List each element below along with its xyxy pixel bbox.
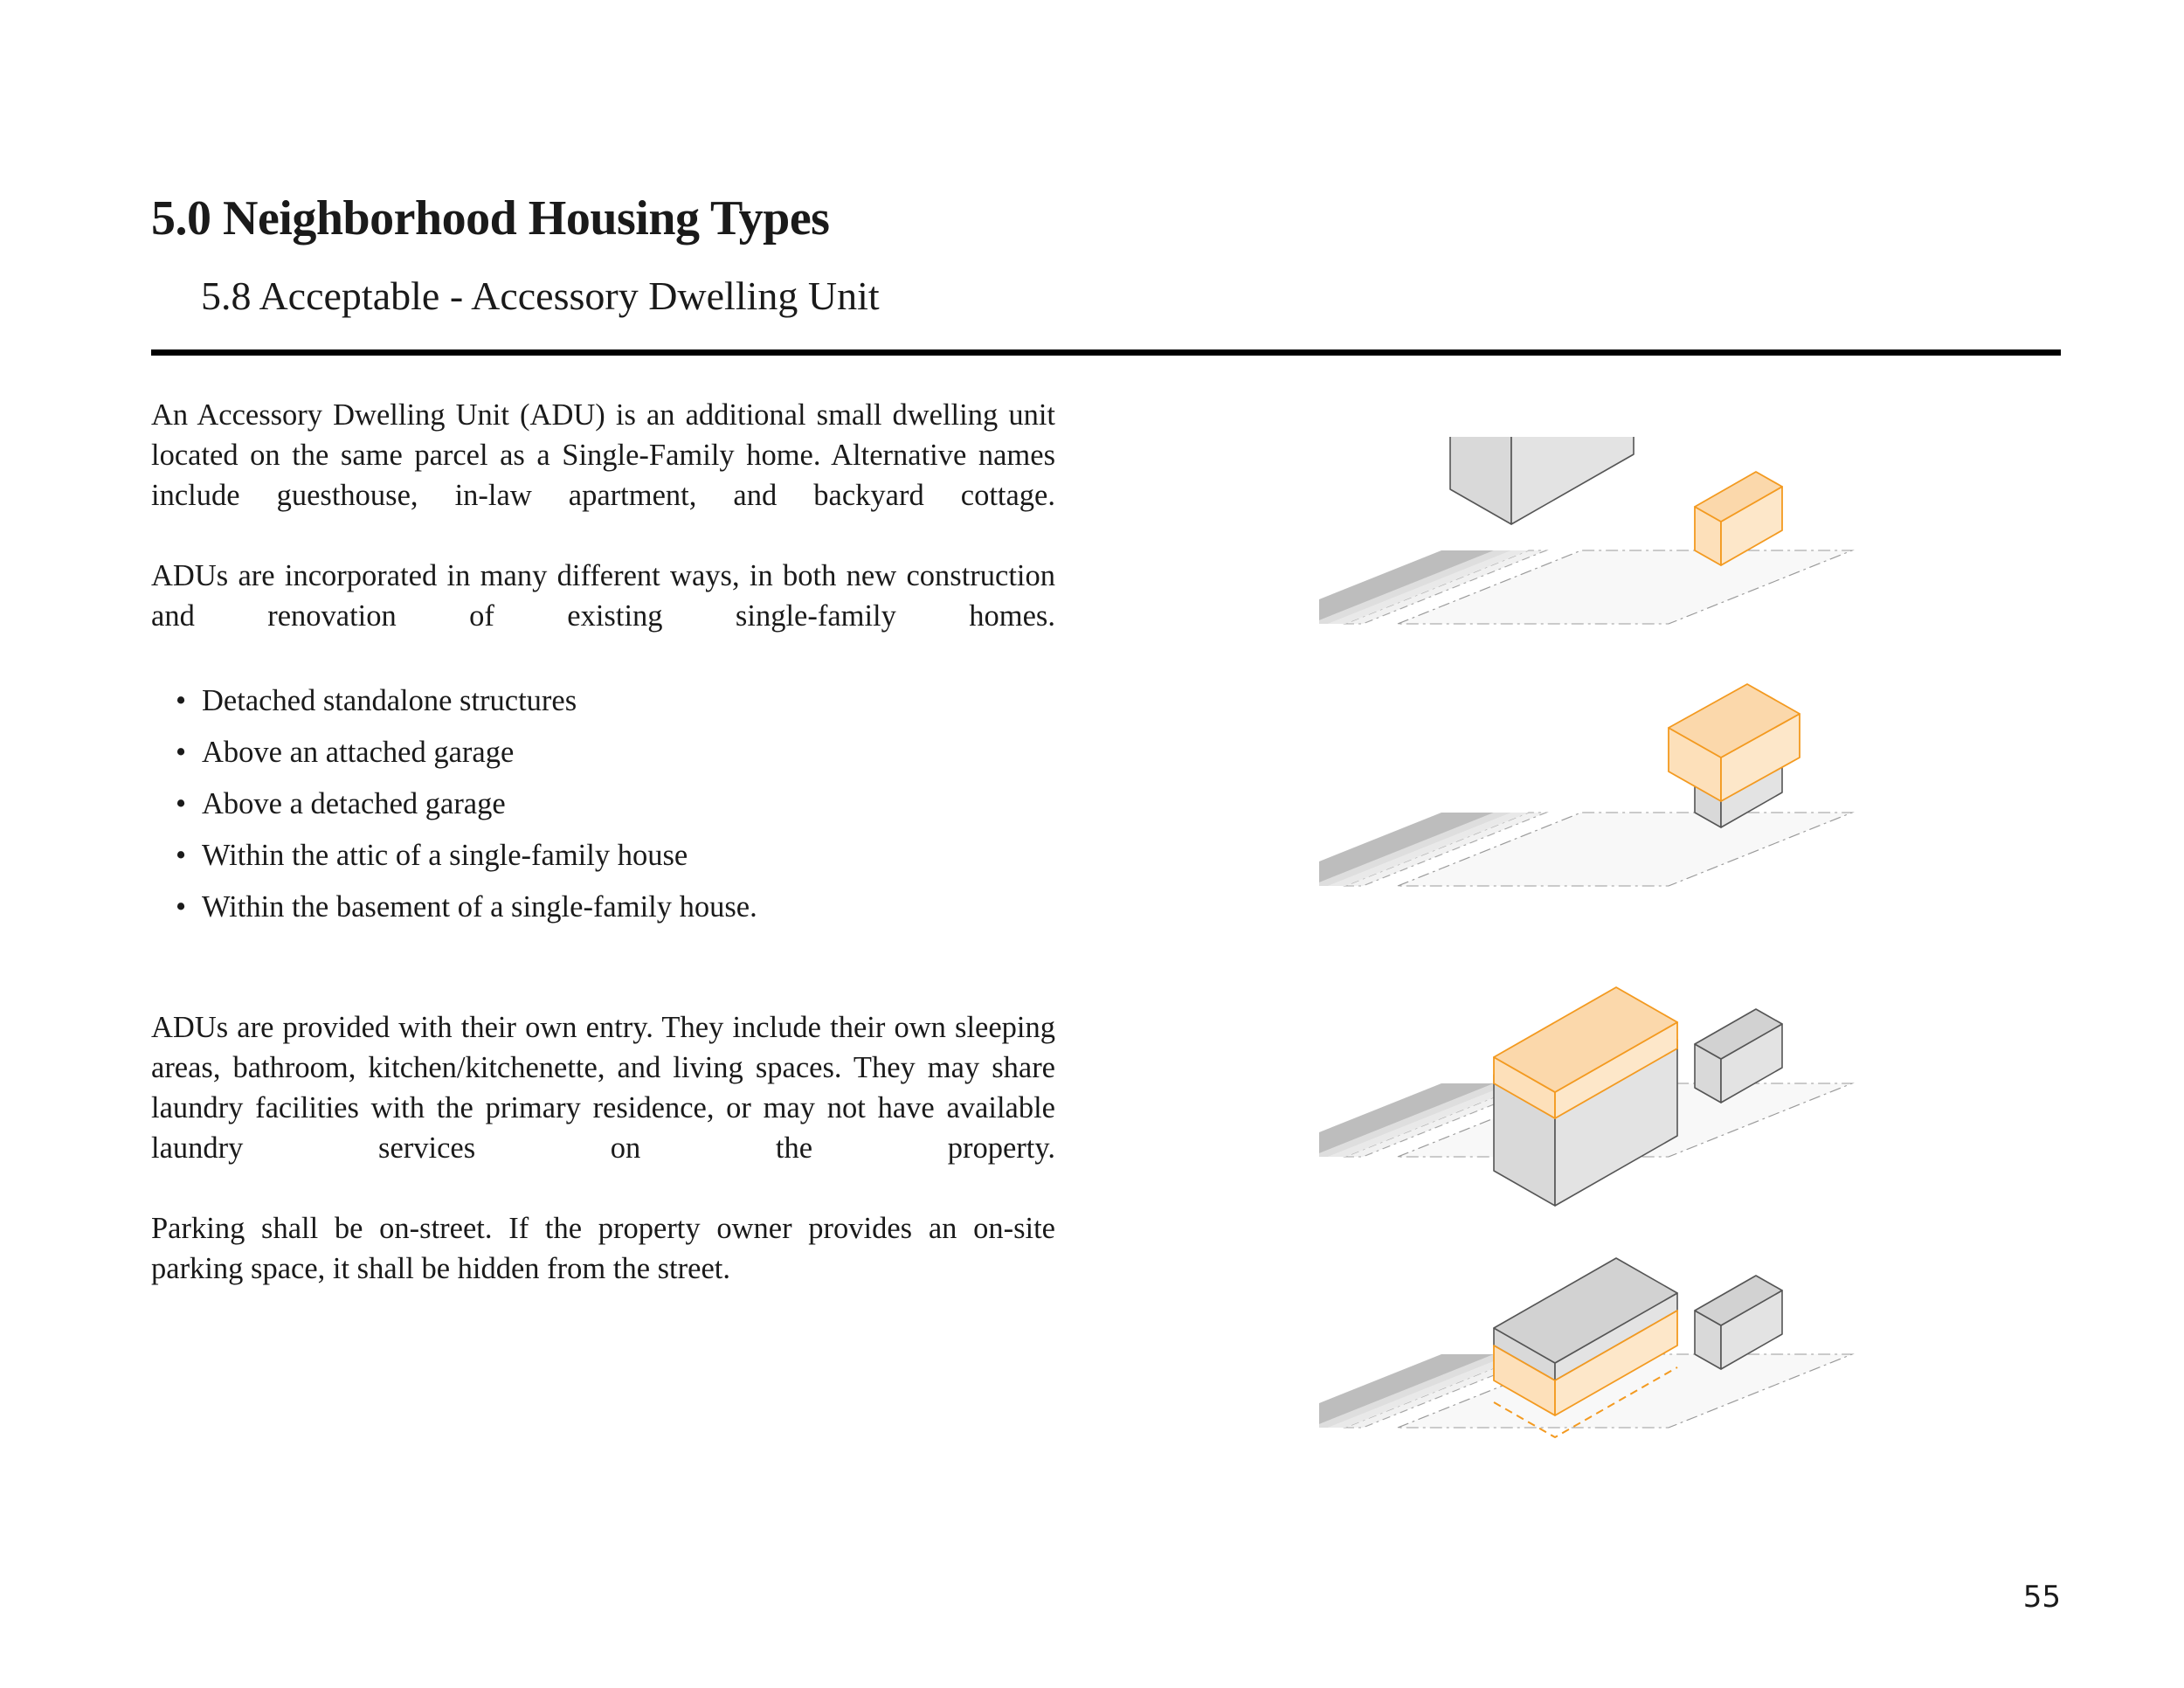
list-item-text: Within the basement of a single-family house. [202,890,757,924]
list-item [176,882,1055,933]
list-item [176,830,1055,882]
incorporated-paragraph: ADUs are incorporated in many different ways, in both new construction and renovation of existing single-family homes. [151,559,1055,633]
bullet-icon: • [176,684,187,717]
parking-paragraph: Parking shall be on-street. If the property owner provides an on-site parking space, it shall be hidden from the street. [151,1212,1055,1285]
intro-paragraph: An Accessory Dwelling Unit (ADU) is an additional small dwelling unit located on the same parcel as a Single-Family home. Alternative names include guesthouse, in-law apartment, and backyard cottage. [151,398,1055,512]
adu-types-list [151,675,1055,933]
text-column [151,395,1055,1289]
page-number: 55 [2022,1580,2061,1615]
section-subtitle: 5.8 Acceptable - Accessory Dwelling Unit [201,273,880,318]
adu-illustrations [1319,437,1878,1564]
amenities-paragraph: ADUs are provided with their own entry. They include their own sleeping areas, bathroom, kitchen/kitchenette, and living spaces. They may share laundry facilities with the primary residence, or may not have available laundry services on the property. [151,1011,1055,1165]
header-rule [151,349,2061,356]
bullet-icon: • [176,890,187,924]
bullet-icon: • [176,839,187,872]
list-item-text: Above an attached garage [202,736,515,769]
page-title: 5.0 Neighborhood Housing Types [151,191,830,246]
list-item [176,675,1055,727]
diagram-adu-in-attic [1319,987,1852,1206]
list-item-text: Within the attic of a single-family house [202,839,688,872]
list-item [176,727,1055,778]
list-item-text: Detached standalone structures [202,684,577,717]
diagram-adu-in-basement [1319,1258,1852,1437]
list-item [176,778,1055,830]
bullet-icon: • [176,787,187,820]
list-item-text: Above a detached garage [202,787,506,820]
bullet-icon: • [176,736,187,769]
